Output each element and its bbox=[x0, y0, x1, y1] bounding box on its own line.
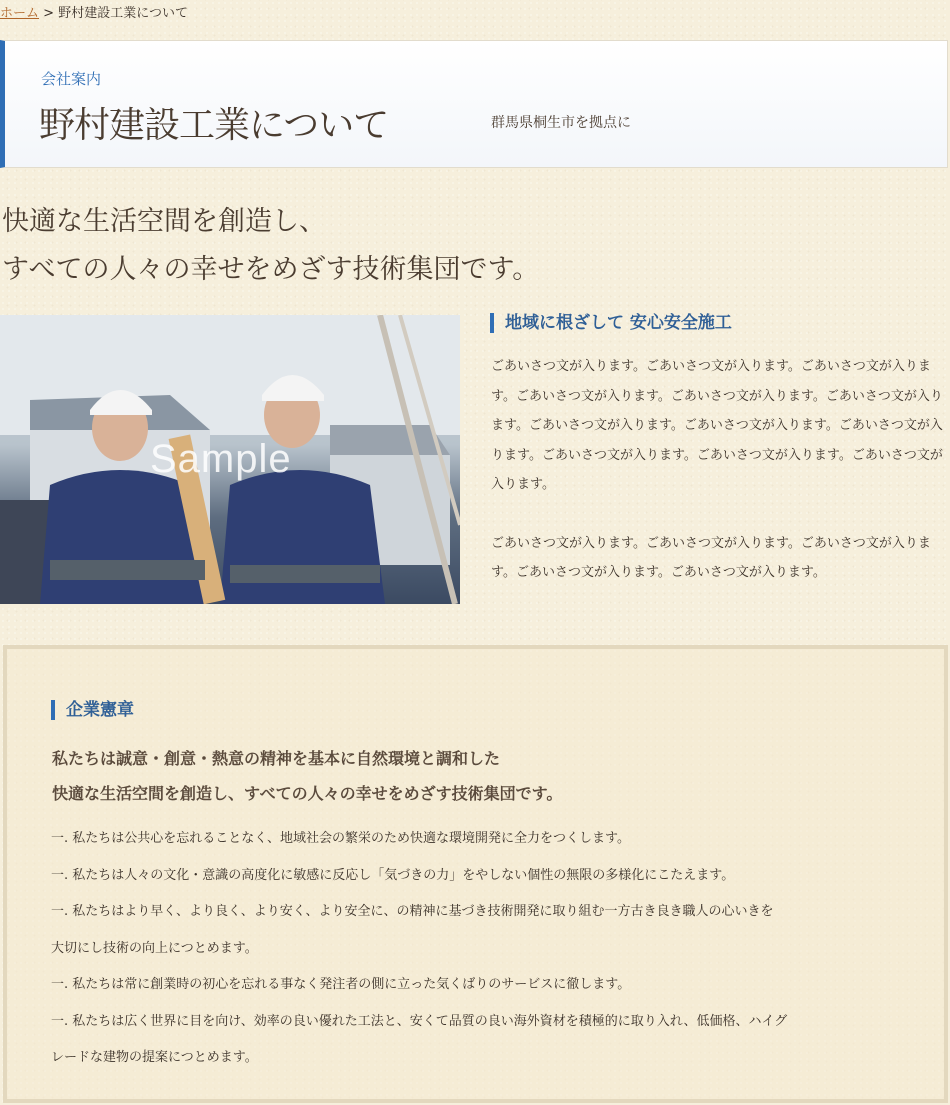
lead-message bbox=[2, 198, 539, 294]
page-subtitle: 会社案内 bbox=[41, 70, 102, 88]
charter-item: レードな建物の提案につとめます。 bbox=[51, 1050, 258, 1065]
breadcrumb-current: 野村建設工業について bbox=[58, 6, 188, 21]
charter-item: 一. 私たちは常に創業時の初心を忘れる事なく発注者の側に立った気くばりのサービスに徹します。 bbox=[51, 977, 631, 992]
charter-item: 大切にし技術の向上につとめます。 bbox=[51, 940, 258, 956]
page-header bbox=[0, 40, 948, 168]
greeting-paragraph-1: ごあいさつ文が入ります。ごあいさつ文が入ります。ごあいさつ文が入ります。ごあいさつ文が入ります。ごあいさつ文が入ります。ごあいさつ文が入ります。ごあいさつ文が入ります。ごあいさつ文が入ります。ごあいさつ文が入ります。ごあいさつ文が入ります。ごあいさつ文が入ります。ごあいさつ文が入ります。 bbox=[491, 359, 943, 492]
corporate-charter-section bbox=[3, 645, 948, 1103]
breadcrumb-separator: > bbox=[43, 6, 55, 21]
lead-line-2: すべての人々の幸せをめざす技術集団です。 bbox=[2, 254, 540, 285]
page-title: 野村建設工業について bbox=[39, 105, 389, 146]
greeting-paragraph-2: ごあいさつ文が入ります。ごあいさつ文が入ります。ごあいさつ文が入ります。ごあいさつ文が入ります。ごあいさつ文が入ります。 bbox=[491, 535, 931, 580]
page-header-note: 群馬県桐生市を拠点に bbox=[491, 115, 631, 131]
charter-title: 企業憲章 bbox=[51, 700, 134, 720]
charter-lead bbox=[52, 741, 562, 811]
breadcrumb-home-link[interactable]: ホーム bbox=[0, 6, 40, 21]
breadcrumb bbox=[0, 2, 188, 21]
charter-item: 一. 私たちは人々の文化・意識の高度化に敏感に反応し「気づきの力」をやしない個性の無限の多様化にこたえます。 bbox=[51, 867, 735, 883]
charter-lead-line-2: 快適な生活空間を創造し、すべての人々の幸せをめざす技術集団です。 bbox=[52, 784, 563, 803]
greeting-title: 地域に根ざして 安心安全施工 bbox=[490, 313, 732, 333]
photo-sample-watermark: Sample bbox=[150, 437, 292, 481]
charter-item: 一. 私たちはより早く、より良く、より安く、より安全に、の精神に基づき技術開発に取り組む一方古き良き職人の心いきを bbox=[51, 904, 774, 919]
workers-photo bbox=[0, 315, 460, 604]
charter-lead-line-1: 私たちは誠意・創意・熱意の精神を基本に自然環境と調和した bbox=[52, 749, 501, 768]
greeting-body bbox=[491, 352, 943, 617]
charter-item: 一. 私たちは公共心を忘れることなく、地域社会の繁栄のため快適な環境開発に全力をつくします。 bbox=[51, 831, 630, 846]
charter-item: 一. 私たちは広く世界に目を向け、効率の良い優れた工法と、安くて品質の良い海外資材を積極的に取り入れ、低価格、ハイグ bbox=[51, 1013, 788, 1029]
charter-list bbox=[51, 821, 921, 1077]
lead-line-1: 快適な生活空間を創造し、 bbox=[2, 206, 326, 237]
